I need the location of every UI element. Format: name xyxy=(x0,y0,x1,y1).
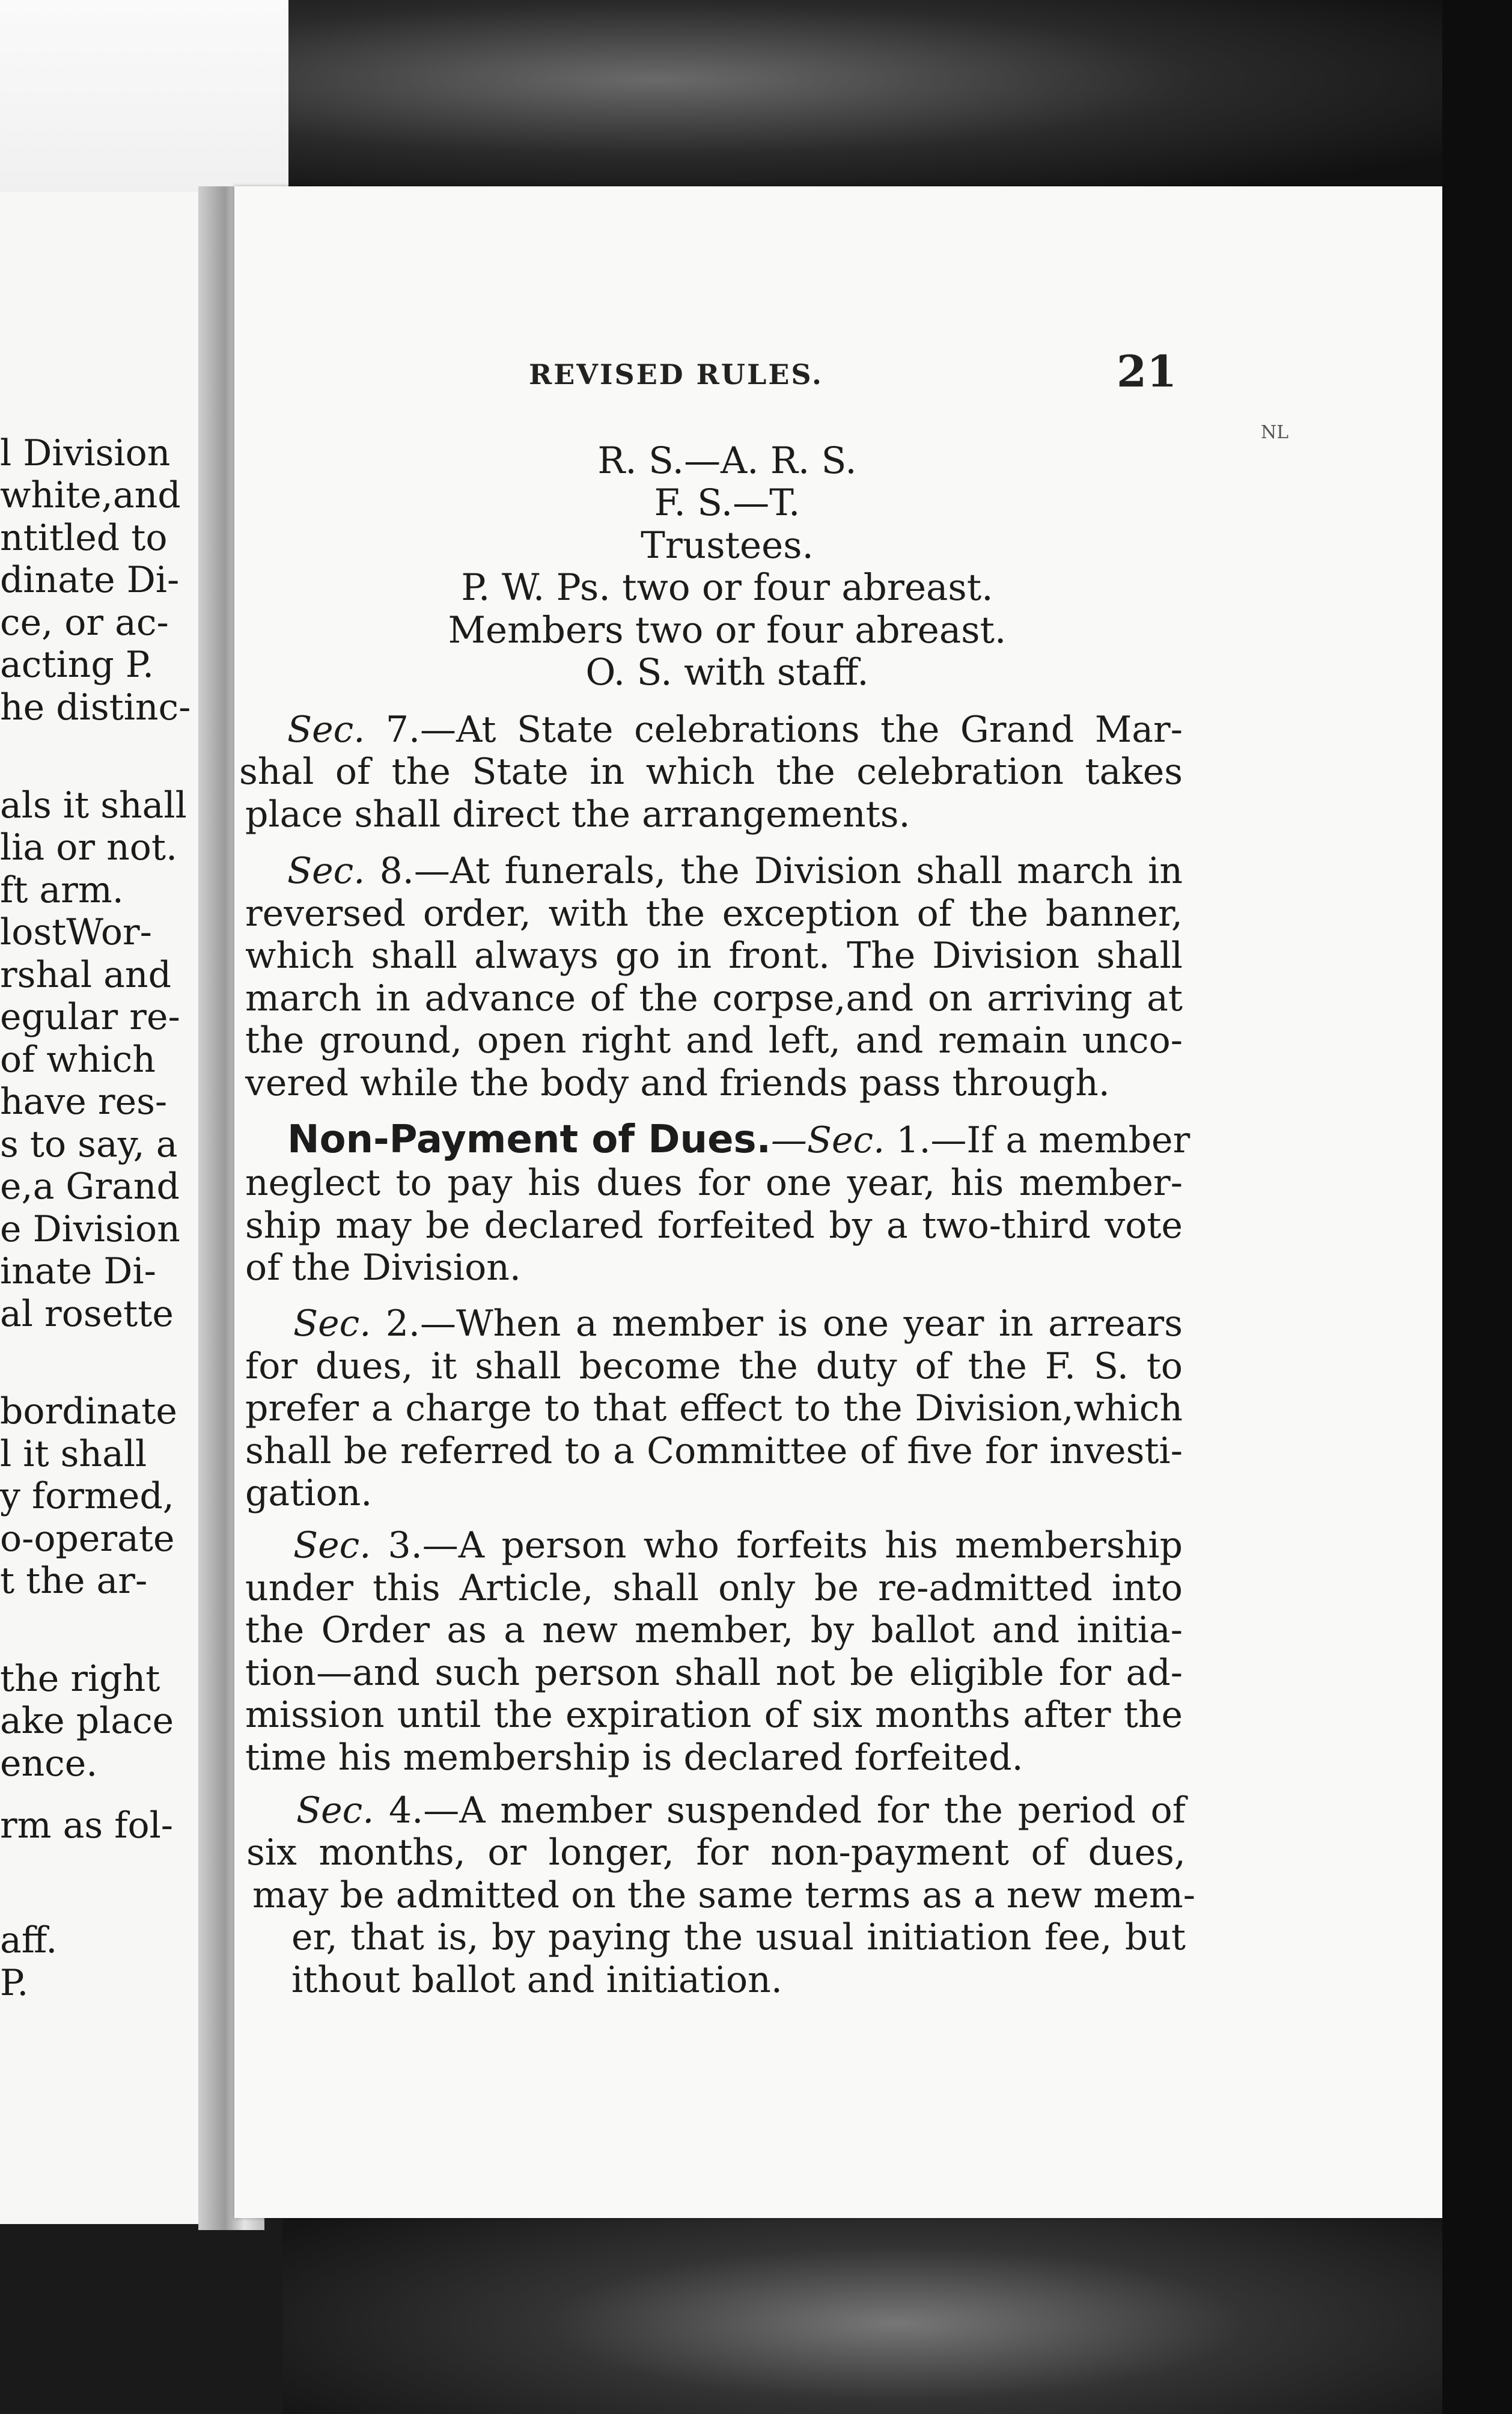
left-page-line: the right xyxy=(0,1658,160,1700)
left-page-line: acting P. xyxy=(0,644,154,686)
dues-sec3-line-4: tion—and such person shall not be eligible for ad- xyxy=(245,1652,1183,1694)
dark-background-right xyxy=(1442,0,1512,2414)
left-page-line: s to say, a xyxy=(0,1123,178,1166)
left-page-line: ft arm. xyxy=(0,869,124,911)
dues-sec3-line-3: the Order as a new member, by ballot and initia- xyxy=(245,1609,1183,1651)
left-page-line: aff. xyxy=(0,1919,58,1961)
dues-sec2-line-1: Sec. 2.—When a member is one year in arrears xyxy=(293,1303,1183,1345)
procession-line: Members two or four abreast. xyxy=(448,609,1007,652)
left-page-line: als it shall xyxy=(0,784,187,827)
dues-sec3-line-5: mission until the expiration of six months after the xyxy=(245,1694,1183,1736)
left-page-line: ce, or ac- xyxy=(0,602,169,644)
dues-sec3-line-2: under this Article, shall only be re-admitted into xyxy=(245,1567,1183,1609)
sec8-line-2: reversed order, with the exception of the banner, xyxy=(245,893,1183,935)
procession-line: O. S. with staff. xyxy=(585,651,869,694)
left-page-line: bordinate xyxy=(0,1390,177,1432)
dues-sec1-line-1: Non-Payment of Dues.—Sec. 1.—If a member xyxy=(287,1117,1190,1162)
margin-mark: NL xyxy=(1261,422,1289,443)
left-page-line: l Division xyxy=(0,432,171,474)
sec8-line-1: Sec. 8.—At funerals, the Division shall march in xyxy=(287,850,1183,892)
procession-line: Trustees. xyxy=(641,524,814,567)
dues-sec1-line-4: of the Division. xyxy=(245,1247,521,1289)
dues-sec2-line-2: for dues, it shall become the duty of the F. S. to xyxy=(245,1345,1183,1387)
left-page-line: egular re- xyxy=(0,996,180,1038)
left-page-line: white,and xyxy=(0,474,181,516)
left-facing-page xyxy=(0,192,210,2224)
dues-sec2-line-5: gation. xyxy=(245,1472,373,1514)
left-page-line: l it shall xyxy=(0,1433,147,1475)
left-page-line: dinate Di- xyxy=(0,559,180,601)
left-page-line: inate Di- xyxy=(0,1250,156,1292)
left-page-line: he distinc- xyxy=(0,686,191,729)
dues-sec3-line-1: Sec. 3.—A person who forfeits his membership xyxy=(293,1524,1183,1566)
dues-sec4-line-4: er, that is, by paying the usual initiation fee, but xyxy=(291,1916,1186,1958)
procession-line: F. S.—T. xyxy=(654,481,800,524)
sec8-line-5: the ground, open right and left, and remain unco- xyxy=(245,1019,1183,1062)
dues-sec2-line-4: shall be referred to a Committee of five for investi- xyxy=(245,1430,1183,1472)
left-page-line: y formed, xyxy=(0,1475,174,1517)
left-page-line: al rosette xyxy=(0,1293,174,1335)
dark-background-bottom xyxy=(282,2188,1512,2414)
left-page-line: ntitled to xyxy=(0,517,168,559)
sec8-line-6: vered while the body and friends pass through. xyxy=(245,1062,1110,1104)
sec7-line-1: Sec. 7.—At State celebrations the Grand Mar- xyxy=(287,709,1183,751)
dues-sec4-line-5: ithout ballot and initiation. xyxy=(291,1959,782,2001)
section-heading: Non-Payment of Dues. xyxy=(287,1117,771,1162)
left-page-line: lostWor- xyxy=(0,911,152,953)
left-page-line: e,a Grand xyxy=(0,1166,180,1208)
dues-sec4-line-1: Sec. 4.—A member suspended for the period of xyxy=(296,1789,1186,1832)
dues-sec3-line-6: time his membership is declared forfeited. xyxy=(245,1737,1023,1779)
dues-sec2-line-3: prefer a charge to that effect to the Division,which xyxy=(245,1387,1183,1429)
left-page-line: rm as fol- xyxy=(0,1804,174,1847)
left-page-line: ake place xyxy=(0,1700,174,1742)
left-page-line: have res- xyxy=(0,1081,168,1123)
sec8-line-3: which shall always go in front. The Division shall xyxy=(245,935,1183,977)
dues-sec4-line-2: six months, or longer, for non-payment of dues, xyxy=(246,1832,1186,1874)
left-page-line: of which xyxy=(0,1039,156,1081)
dues-sec1-line-2: neglect to pay his dues for one year, his member- xyxy=(245,1162,1183,1204)
page-number: 21 xyxy=(1117,346,1177,397)
left-page-line: P. xyxy=(0,1962,29,2004)
procession-line: R. S.—A. R. S. xyxy=(597,439,857,482)
sec7-line-3: place shall direct the arrangements. xyxy=(245,793,910,836)
dues-sec1-line-3: ship may be declared forfeited by a two-third vote xyxy=(245,1205,1183,1247)
sec8-line-4: march in advance of the corpse,and on arriving at xyxy=(245,977,1183,1019)
left-page-line: t the ar- xyxy=(0,1560,148,1602)
procession-line: P. W. Ps. two or four abreast. xyxy=(461,566,993,609)
left-page-line: lia or not. xyxy=(0,827,178,869)
left-page-line: e Division xyxy=(0,1208,180,1250)
dues-sec4-line-3: may be admitted on the same terms as a new mem- xyxy=(252,1874,1195,1916)
left-page-top-margin xyxy=(0,0,288,198)
left-page-line: ence. xyxy=(0,1743,98,1785)
left-page-line: rshal and xyxy=(0,954,171,996)
sec7-line-2: shal of the State in which the celebration takes xyxy=(239,751,1183,793)
dark-background-top xyxy=(288,0,1512,198)
running-head: REVISED RULES. xyxy=(529,358,824,391)
left-page-line: o-operate xyxy=(0,1518,175,1560)
